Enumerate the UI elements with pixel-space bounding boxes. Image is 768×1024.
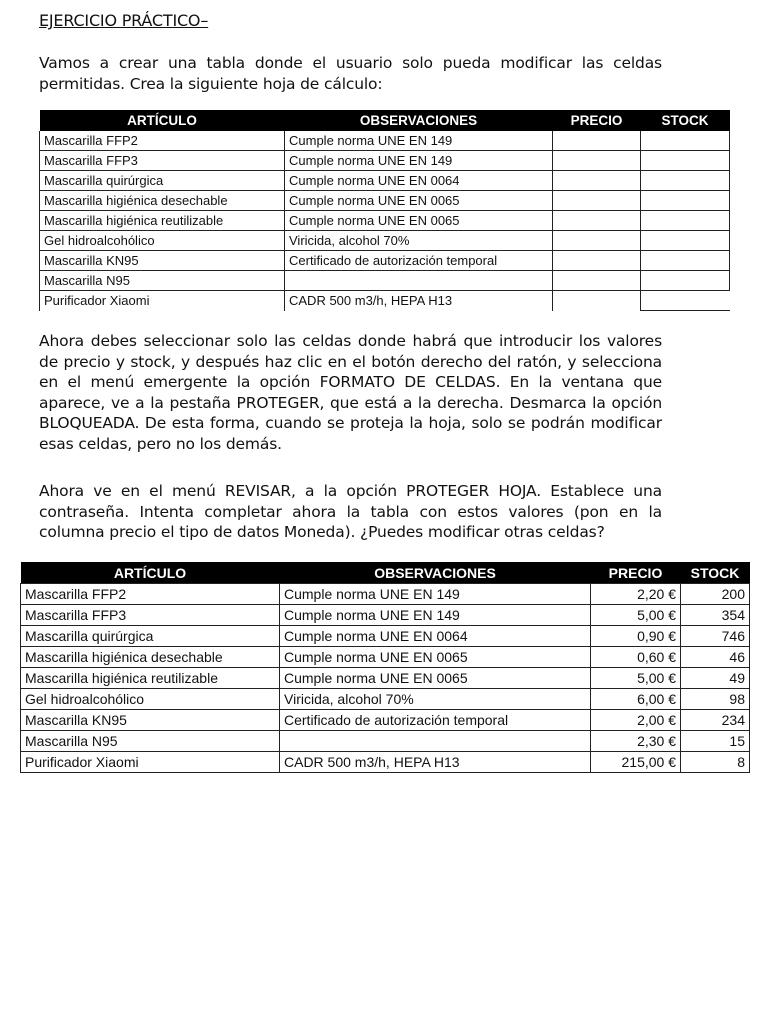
cell-precio[interactable]: 2,20 € (591, 584, 681, 605)
cell-precio[interactable] (553, 231, 641, 251)
filled-spreadsheet-table (20, 562, 750, 773)
cell-observaciones[interactable] (285, 271, 553, 291)
cell-observaciones[interactable]: CADR 500 m3/h, HEPA H13 (285, 291, 553, 311)
cell-stock[interactable] (641, 171, 730, 191)
table-row (40, 271, 730, 291)
cell-precio[interactable] (553, 291, 641, 311)
header-observaciones: OBSERVACIONES (280, 562, 591, 584)
header-observaciones: OBSERVACIONES (285, 110, 553, 131)
cell-articulo[interactable]: Mascarilla FFP3 (21, 605, 280, 626)
cell-observaciones[interactable]: Cumple norma UNE EN 149 (280, 605, 591, 626)
cell-observaciones[interactable]: Cumple norma UNE EN 0065 (285, 211, 553, 231)
cell-stock[interactable] (641, 291, 730, 311)
header-precio: PRECIO (591, 562, 681, 584)
cell-observaciones[interactable]: Cumple norma UNE EN 0065 (280, 647, 591, 668)
cell-stock[interactable] (641, 231, 730, 251)
cell-stock[interactable] (641, 251, 730, 271)
cell-precio[interactable]: 2,00 € (591, 710, 681, 731)
cell-precio[interactable]: 0,60 € (591, 647, 681, 668)
page-title: EJERCICIO PRÁCTICO– (39, 11, 209, 30)
table-header-row (40, 110, 730, 131)
cell-precio[interactable]: 5,00 € (591, 668, 681, 689)
cell-articulo[interactable]: Gel hidroalcohólico (40, 231, 285, 251)
cell-articulo[interactable]: Mascarilla N95 (21, 731, 280, 752)
cell-articulo[interactable]: Mascarilla FFP2 (21, 584, 280, 605)
cell-observaciones[interactable]: Cumple norma UNE EN 0064 (280, 626, 591, 647)
cell-precio[interactable]: 2,30 € (591, 731, 681, 752)
cell-stock[interactable] (641, 211, 730, 231)
cell-precio[interactable] (553, 171, 641, 191)
cell-articulo[interactable]: Mascarilla KN95 (21, 710, 280, 731)
table-row (40, 231, 730, 251)
cell-stock[interactable] (641, 191, 730, 211)
cell-observaciones[interactable]: CADR 500 m3/h, HEPA H13 (280, 752, 591, 773)
table-row (40, 291, 730, 311)
cell-stock[interactable] (641, 151, 730, 171)
table-row (21, 626, 750, 647)
cell-articulo[interactable]: Mascarilla quirúrgica (21, 626, 280, 647)
cell-observaciones[interactable]: Cumple norma UNE EN 0065 (285, 191, 553, 211)
cell-articulo[interactable]: Gel hidroalcohólico (21, 689, 280, 710)
table-row (40, 251, 730, 271)
cell-observaciones[interactable]: Cumple norma UNE EN 149 (285, 151, 553, 171)
empty-spreadsheet-table (39, 110, 730, 311)
table-row (21, 647, 750, 668)
table-row (40, 191, 730, 211)
table-row (21, 605, 750, 626)
cell-observaciones[interactable] (280, 731, 591, 752)
cell-articulo[interactable]: Mascarilla higiénica reutilizable (40, 211, 285, 231)
table-row (40, 131, 730, 151)
cell-observaciones[interactable]: Viricida, alcohol 70% (285, 231, 553, 251)
cell-articulo[interactable]: Mascarilla KN95 (40, 251, 285, 271)
cell-precio[interactable] (553, 251, 641, 271)
cell-observaciones[interactable]: Cumple norma UNE EN 149 (280, 584, 591, 605)
table-row (21, 668, 750, 689)
cell-observaciones[interactable]: Cumple norma UNE EN 149 (285, 131, 553, 151)
table-body (40, 131, 730, 311)
table-row (40, 171, 730, 191)
cell-precio[interactable]: 215,00 € (591, 752, 681, 773)
table-row (40, 151, 730, 171)
table-body (21, 584, 750, 773)
cell-observaciones[interactable]: Cumple norma UNE EN 0065 (280, 668, 591, 689)
cell-articulo[interactable]: Purificador Xiaomi (40, 291, 285, 311)
cell-precio[interactable] (553, 151, 641, 171)
intro-paragraph: Vamos a crear una tabla donde el usuario solo pueda modificar las celdas permitidas. Crea la siguiente hoja de cálculo: (39, 54, 662, 93)
cell-stock[interactable] (641, 131, 730, 151)
cell-articulo[interactable]: Purificador Xiaomi (21, 752, 280, 773)
cell-observaciones[interactable]: Viricida, alcohol 70% (280, 689, 591, 710)
cell-articulo[interactable]: Mascarilla higiénica desechable (40, 191, 285, 211)
cell-articulo[interactable]: Mascarilla FFP3 (40, 151, 285, 171)
cell-precio[interactable]: 5,00 € (591, 605, 681, 626)
cell-stock[interactable] (641, 271, 730, 291)
header-stock: STOCK (641, 110, 730, 131)
cell-articulo[interactable]: Mascarilla N95 (40, 271, 285, 291)
table-row (21, 710, 750, 731)
header-articulo: ARTÍCULO (21, 562, 280, 584)
cell-precio[interactable] (553, 131, 641, 151)
cell-articulo[interactable]: Mascarilla higiénica reutilizable (21, 668, 280, 689)
header-stock: STOCK (681, 562, 750, 584)
cell-observaciones[interactable]: Certificado de autorización temporal (285, 251, 553, 271)
cell-observaciones[interactable]: Certificado de autorización temporal (280, 710, 591, 731)
header-precio: PRECIO (553, 110, 641, 131)
cell-articulo[interactable]: Mascarilla FFP2 (40, 131, 285, 151)
cell-stock[interactable]: 49 (681, 668, 750, 689)
cell-precio[interactable] (553, 271, 641, 291)
cell-stock[interactable]: 234 (681, 710, 750, 731)
cell-precio[interactable]: 6,00 € (591, 689, 681, 710)
cell-stock[interactable]: 46 (681, 647, 750, 668)
table-row (21, 689, 750, 710)
header-articulo: ARTÍCULO (40, 110, 285, 131)
cell-stock[interactable]: 200 (681, 584, 750, 605)
cell-stock[interactable]: 8 (681, 752, 750, 773)
cell-stock[interactable]: 354 (681, 605, 750, 626)
cell-precio[interactable] (553, 211, 641, 231)
table-row (40, 211, 730, 231)
cell-precio[interactable]: 0,90 € (591, 626, 681, 647)
cell-stock[interactable]: 746 (681, 626, 750, 647)
cell-observaciones[interactable]: Cumple norma UNE EN 0064 (285, 171, 553, 191)
table-header-row (21, 562, 750, 584)
cell-articulo[interactable]: Mascarilla quirúrgica (40, 171, 285, 191)
cell-stock[interactable]: 98 (681, 689, 750, 710)
instructions-paragraph-1: Ahora debes seleccionar solo las celdas donde habrá que introducir los valores de precio y stock, y después haz clic en el botón derecho del ratón, y selecciona en el menú emergente la opción FORMATO DE CELDAS. En la ventana que aparece, ve a la pestaña PROTEGER, que está a la derecha. Desmarca la opción BLOQUEADA. De esta forma, cuando se proteja la hoja, solo se podrán modificar esas celdas, pero no los demás. (39, 332, 662, 453)
table-row (21, 584, 750, 605)
table-row (21, 731, 750, 752)
instructions-paragraph-2: Ahora ve en el menú REVISAR, a la opción PROTEGER HOJA. Establece una contraseña. Intenta completar ahora la tabla con estos valores (pon en la columna precio el tipo de datos Moneda). ¿Puedes modificar otras celdas? (39, 482, 662, 541)
table-row (21, 752, 750, 773)
cell-stock[interactable]: 15 (681, 731, 750, 752)
cell-articulo[interactable]: Mascarilla higiénica desechable (21, 647, 280, 668)
cell-precio[interactable] (553, 191, 641, 211)
